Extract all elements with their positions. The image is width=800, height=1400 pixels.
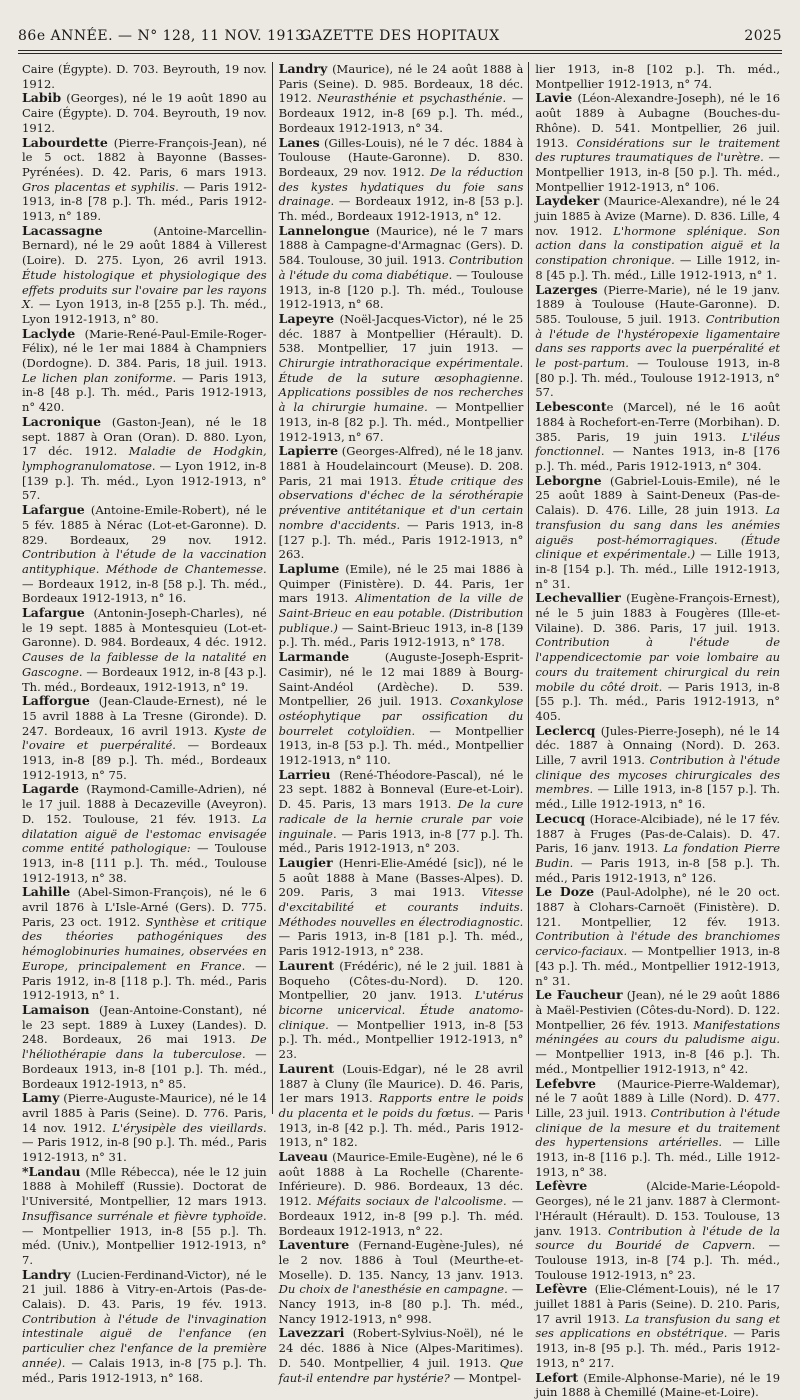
author-name: Laventure [278, 1237, 350, 1253]
thesis-entry [279, 1150, 524, 1238]
publication-details: — Bordeaux 1913, in-8 [89 p.]. Th. méd., Bordeaux 1912-1913, n° 75. [22, 738, 267, 782]
entry-details: (Jean), né le 29 août 1886 à Maël-Pestivien (Côtes-du-Nord). D. 122. Montpellier, 26 fév. 1913. [535, 988, 781, 1032]
entry-details: (René-Théodore-Pascal), né le 23 sept. 1882 à Bonneval (Eure-et-Loir). D. 45. Paris, 13 mars 1913. [278, 767, 524, 812]
thesis-entry [22, 885, 267, 1003]
author-name: Laclyde [22, 325, 76, 341]
thesis-entry [22, 503, 267, 606]
entry-details: (Emile-Alphonse-Marie), né le 19 juin 1888 à Chemillé (Maine-et-Loire). [535, 1370, 781, 1400]
page-number: 2025 [744, 28, 782, 44]
author-name: Le Faucheur [535, 987, 623, 1003]
thesis-title: L'iléus fonctionnel. [535, 429, 781, 459]
author-name: Lahille [22, 884, 71, 900]
author-name: Laugier [278, 854, 333, 870]
publication-details: — Toulouse 1913, in-8 [120 p.]. Th. méd., Toulouse 1912-1913, n° 68. [278, 267, 524, 312]
thesis-entry [279, 768, 524, 856]
thesis-entry [22, 1165, 267, 1268]
thesis-entry [279, 1062, 524, 1150]
publication-details: — Paris 1913, in-8 [58 p.]. Th. méd., Paris 1912-1913, n° 126. [535, 855, 781, 885]
thesis-title: La transfusion du sang et ses applications en obstétrique. [535, 1311, 781, 1341]
author-name: *Landau [22, 1163, 81, 1179]
entry-details: (Jules-Pierre-Joseph), né le 14 déc. 1887 à Onnaing (Nord). D. 263. Lille, 7 avril 1913. [535, 723, 781, 768]
author-name: Le Doze [535, 884, 595, 900]
author-name: Lamy [22, 1090, 60, 1106]
column-left [22, 62, 267, 1385]
thesis-title: L'hormone splénique. Son action dans la constipation aiguë et la constipation chronique. [535, 223, 781, 268]
entry-details: (Pierre-Marie), né le 19 janv. 1889 à Toulouse (Haute-Garonne). D. 585. Toulouse, 5 juil. 1913. [535, 282, 781, 326]
author-name: Lefort [535, 1369, 579, 1385]
thesis-title: De la cure radicale de la hernie crurale par voie inguinale. [278, 797, 524, 841]
entry-details: (Maurice), né le 24 août 1888 à Paris (Seine). D. 985. Bordeaux, 18 déc. 1912. [278, 62, 524, 106]
publication-details: — Toulouse 1913, in-8 [74 p.]. Th. méd., Toulouse 1912-1913, n° 23. [535, 1238, 781, 1282]
publication-details: — Toulouse 1913, in-8 [111 p.]. Th. méd., Toulouse 1912-1913, n° 38. [22, 841, 267, 885]
thesis-title: Contribution à l'étude de la source du Bouridé de Capvern. [535, 1223, 781, 1253]
thesis-title: Contribution à l'étude du coma diabétique. [278, 253, 524, 282]
author-name: Lafargue [22, 502, 85, 518]
publication-details: — Montpellier 1913, in-8 [43 p.]. Th. méd., Montpellier 1912-1913, n° 31. [535, 944, 781, 988]
entry-details: (Noël-Jacques-Victor), né le 25 déc. 1887 à Montpellier (Hérault). D. 538. Montpellier, 17 juin 1913. — [278, 311, 524, 356]
entry-details: lier 1913, in-8 [102 p.]. Th. méd., Montpellier 1912-1913, n° 74. [535, 62, 781, 91]
entry-details: (Abel-Simon-François), né le 6 avril 1876 à L'Isle-Arné (Gers). D. 775. Paris, 23 oct. 1912. [22, 885, 267, 929]
thesis-entry [22, 224, 267, 327]
entry-details: (Henri-Elie-Amédé [sic]), né le 5 août 1888 à Mane (Basses-Alpes). D. 209. Paris, 3 mai 1913. [278, 855, 524, 900]
page-header [18, 18, 782, 52]
thesis-entry [279, 1238, 524, 1326]
publication-details: — Montpellier 1913, in-8 [46 p.]. Th. méd., Montpellier 1912-1913, n° 42. [535, 1047, 781, 1076]
thesis-title: Neurasthénie et psychasthénie. [317, 91, 507, 106]
publication-details: — Paris 1913, in-8 [42 p.]. Th. méd., Paris 1912-1913, n° 182. [278, 1105, 524, 1150]
thesis-entry [535, 1077, 780, 1180]
thesis-title: La dilatation aiguë de l'estomac envisagée comme entité pathologique: [22, 811, 267, 856]
author-name: Lamaison [22, 1002, 90, 1017]
thesis-entry [535, 474, 780, 592]
publication-details: — Bordeaux 1912, in-8 [58 p.]. Th. méd., Bordeaux 1912-1913, n° 16. [22, 576, 267, 606]
thesis-title: Manifestations méningées au cours du paludisme aigu. [535, 1017, 781, 1047]
thesis-entry [535, 885, 780, 988]
publication-details: — Paris 1913, in-8 [181 p.]. Th. méd., Paris 1912-1913, n° 238. [278, 929, 524, 959]
author-name: Lavezzari [278, 1325, 345, 1341]
thesis-entry [22, 62, 267, 91]
thesis-title: L'érysipèle des vieillards. [112, 1120, 267, 1135]
publication-details: — Lille 1913, in-8 [154 p.]. Th. méd., Lille 1912-1913, n° 31. [535, 547, 781, 591]
thesis-entry [22, 694, 267, 782]
author-name: Lanes [278, 134, 320, 150]
thesis-entry [22, 782, 267, 885]
entry-details: (Antoine-Emile-Robert), né le 5 fév. 1885 à Nérac (Lot-et-Garonne). D. 829. Bordeaux, 29 nov. 1912. [22, 503, 267, 547]
thesis-title: Contribution à l'étude clinique de la mesure et du traitement des hypertensions artérielles. [535, 1105, 781, 1150]
entry-details: (Eugène-François-Ernest), né le 5 juin 1883 à Fougères (Ille-et-Vilaine). D. 386. Paris, 17 juil. 1913. [535, 591, 781, 635]
thesis-list [22, 61, 781, 1400]
thesis-entry [22, 136, 267, 224]
author-name: Lazerges [535, 281, 598, 297]
thesis-title: Rapports entre le poids du placenta et le poids du fœtus. [278, 1091, 524, 1120]
thesis-title: Contribution à l'étude de l'appendicectomie par voie lombaire au cours du traitement chirurgical du rein mobile du côté droit. [535, 635, 781, 694]
thesis-title: Contribution à l'étude de l'hystéropexie ligamentaire dans ses rapports avec la puerpéralité et le post-partum. [535, 311, 781, 371]
publication-details: — Bordeaux 1913, in-8 [101 p.]. Th. méd., Bordeaux 1912-1913, n° 85. [22, 1047, 267, 1091]
entry-details: (Jean-Antoine-Constant), né le 23 sept. 1889 à Luxey (Landes). D. 248. Bordeaux, 26 mai 1913. [22, 1003, 267, 1047]
entry-details: (Raymond-Camille-Adrien), né le 17 juil. 1888 à Decazeville (Aveyron). D. 152. Toulouse, 21 fév. 1913. [22, 782, 267, 826]
author-name: Lannelongue [278, 222, 370, 238]
publication-details: — Calais 1913, in-8 [75 p.]. Th. méd., Paris 1912-1913, n° 168. [22, 1355, 267, 1385]
thesis-entry [535, 283, 780, 401]
entry-details: (Pierre-François-Jean), né le 5 oct. 1882 à Bayonne (Basses-Pyrénées). D. 42. Paris, 6 mars 1913. [22, 135, 267, 179]
publication-details: — Nantes 1913, in-8 [176 p.]. Th. méd., Paris 1912-1913, n° 304. [535, 444, 781, 473]
author-name: Leborgne [535, 472, 602, 488]
thesis-title: Alimentation de la ville de Saint-Brieuc en eau potable. (Distribution publique.) [278, 591, 524, 635]
entry-details: (Paul-Adolphe), né le 20 oct. 1887 à Clohars-Carnoët (Finistère). D. 121. Montpellier, 12 fév. 1913. [535, 885, 781, 929]
publication-details: — Montpellier 1913, in-8 [82 p.]. Th. méd., Montpellier 1912-1913, n° 67. [278, 400, 524, 444]
thesis-title: Contribution à l'étude des branchiomes cervico-faciaux. [535, 929, 781, 959]
thesis-entry [535, 591, 780, 723]
publication-details: — Lille 1912, in-8 [45 p.]. Th. méd., Lille 1912-1913, n° 1. [535, 253, 781, 282]
author-name: Lebescont [535, 399, 607, 415]
author-name: Leclercq [535, 722, 596, 738]
entry-details: (Alcide-Marie-Léopold-Georges), né le 21 janv. 1887 à Clermont-l'Hérault (Hérault). D. 153. Toulouse, 13 janv. 1913. [535, 1179, 781, 1238]
thesis-entry [279, 650, 524, 768]
author-name: Labib [22, 90, 62, 106]
thesis-title: La transfusion du sang dans les anémies aiguës post-hémorragiques. (Étude clinique et expérimentale.) [535, 503, 781, 562]
thesis-title: Maladie de Hodgkin, lymphogranulomatose. [22, 444, 267, 473]
thesis-title: Le lichen plan zoniforme. [22, 370, 177, 385]
thesis-entry [22, 1003, 267, 1091]
publication-details: — Paris 1913, in-8 [77 p.]. Th. méd., Paris 1912-1913, n° 203. [278, 826, 524, 856]
thesis-entry [279, 312, 524, 444]
entry-details: (Maurice-Alexandre), né le 24 juin 1885 à Avize (Marne). D. 836. Lille, 4 nov. 1912. [535, 194, 781, 238]
author-name: Landry [22, 1266, 71, 1282]
entry-details: (Elie-Clément-Louis), né le 17 juillet 1881 à Paris (Seine). D. 210. Paris, 17 avril 1913. [535, 1282, 781, 1326]
publication-details: — Paris 1913, in-8 [55 p.]. Th. méd., Paris 1912-1913, n° 405. [535, 679, 781, 723]
publication-details: — Saint-Brieuc 1913, in-8 [139 p.]. Th. méd., Paris 1912-1913, n° 178. [278, 620, 524, 650]
thesis-entry [535, 62, 780, 91]
entry-details: (Gabriel-Louis-Emile), né le 25 août 1889 à Saint-Deneux (Pas-de-Calais). D. 476. Lille, 28 juin 1913. [535, 473, 781, 518]
entry-details: (Fernand-Eugène-Jules), né le 2 nov. 1886 à Toul (Meurthe-et-Moselle). D. 135. Nancy, 13 janv. 1913. [278, 1238, 524, 1282]
author-name: Laveau [278, 1149, 328, 1165]
author-name: Laydeker [535, 193, 600, 209]
thesis-entry [535, 812, 780, 886]
thesis-entry [279, 444, 524, 562]
thesis-entry [535, 1282, 780, 1370]
thesis-title: Méfaits sociaux de l'alcoolisme. [316, 1194, 507, 1209]
entry-details: (Maurice-Pierre-Waldemar), né le 7 août 1889 à Lille (Nord). D. 477. Lille, 23 juil. 1913. [535, 1076, 781, 1120]
publication-details: — Lille 1913, in-8 [116 p.]. Th. méd., Lille 1912-1913, n° 38. [535, 1135, 781, 1179]
thesis-title: Insuffisance surrénale et fièvre typhoïde. [22, 1208, 267, 1223]
journal-title: GAZETTE DES HOPITAUX [300, 28, 500, 44]
thesis-title: Du choix de l'anesthésie en campagne. [278, 1282, 508, 1297]
thesis-entry [535, 1179, 780, 1282]
author-name: Lagarde [22, 781, 80, 797]
entry-details: (Robert-Sylvius-Noël), né le 24 déc. 1886 à Nice (Alpes-Maritimes). D. 540. Montpellier, 4 juil. 1913. [278, 1326, 524, 1370]
entry-details: (Mlle Rébecca), née le 12 juin 1888 à Mohileff (Russie). Doctorat de l'Université, Montpellier, 12 mars 1913. [22, 1164, 267, 1209]
publication-details: — Bordeaux 1912, in-8 [69 p.]. Th. méd., Bordeaux 1912-1913, n° 34. [278, 91, 524, 135]
author-name: Lefèvre [535, 1281, 588, 1297]
column-right [528, 62, 781, 1400]
thesis-title: Considérations sur le traitement des ruptures traumatiques de l'urètre. [535, 135, 781, 165]
entry-details: (Emile), né le 25 mai 1886 à Quimper (Finistère). D. 44. Paris, 1er mars 1913. [278, 561, 524, 606]
publication-details: — Paris 1912, in-8 [118 p.]. Th. méd., Paris 1912-1913, n° 1. [22, 958, 267, 1003]
thesis-title: Vitesse d'excitabilité et courants induits. Méthodes nouvelles en électrodiagnostic. [278, 885, 524, 929]
entry-details: (Horace-Alcibiade), né le 17 fév. 1887 à Fruges (Pas-de-Calais). D. 47. Paris, 16 janv. 1913. [535, 811, 781, 856]
column-middle [272, 61, 524, 1385]
author-name: Lapierre [278, 443, 339, 459]
entry-details: e (Marcel), né le 16 août 1884 à Rochefort-en-Terre (Morbihan). D. 385. Paris, 19 juin 1913. [535, 400, 781, 444]
author-name: Lefèvre [535, 1178, 588, 1194]
thesis-title: L'utérus bicorne unicervical. Étude anatomo-clinique. [278, 988, 524, 1032]
author-name: Larmande [278, 649, 350, 665]
author-name: Laplume [278, 560, 340, 576]
publication-details: — Lyon 1912, in-8 [139 p.]. Th. méd., Lyon 1912-1913, n° 57. [22, 458, 267, 503]
header-rule [18, 50, 782, 51]
entry-details: (Antonin-Joseph-Charles), né le 19 sept. 1885 à Montesquieu (Lot-et-Garonne). D. 984. Bordeaux, 4 déc. 1912. [22, 606, 267, 650]
author-name: Lafargue [22, 605, 85, 621]
thesis-title: Contribution à l'étude de la vaccination antityphique. Méthode de Chantemesse. [22, 547, 267, 576]
publication-details: — Montpellier 1913, in-8 [53 p.]. Th. méd., Montpellier 1912-1913, n° 23. [278, 1017, 524, 1062]
publication-details: — Bordeaux 1912, in-8 [53 p.]. Th. méd., Bordeaux 1912-1913, n° 12. [278, 194, 524, 224]
author-name: Lefebvre [535, 1075, 596, 1091]
entry-details: (Léon-Alexandre-Joseph), né le 16 août 1889 à Aubagne (Bouches-du-Rhône). D. 541. Montpellier, 26 juil. 1913. [535, 91, 781, 150]
thesis-title: Chirurgie intrathoracique expérimentale. Étude de la suture œsophagienne. Applications possibles de nos recherches à la chirurgie humaine. [278, 356, 524, 415]
author-name: Labourdette [22, 134, 108, 150]
thesis-entry [22, 1268, 267, 1386]
publication-details: — Paris 1913, in-8 [48 p.]. Th. méd., Paris 1912-1913, n° 420. [22, 370, 267, 415]
thesis-entry [279, 562, 524, 650]
thesis-title: Contribution à l'étude clinique des mycoses chirurgicales des membres. [535, 753, 781, 797]
entry-details: (Maurice-Emile-Eugène), né le 6 août 1888 à La Rochelle (Charente-Inférieure). D. 986. Bordeaux, 13 déc. 1912. [278, 1150, 524, 1209]
thesis-entry [22, 327, 267, 415]
thesis-entry [22, 415, 267, 503]
publication-details: — Montpellier 1913, in-8 [50 p.]. Th. méd., Montpellier 1912-1913, n° 106. [535, 150, 781, 194]
entry-details: (Georges), né le 19 août 1890 au Caire (Égypte). D. 704. Beyrouth, 19 nov. 1912. [22, 91, 267, 135]
author-name: Lafforgue [22, 693, 90, 709]
thesis-entry [535, 194, 780, 282]
thesis-entry [279, 136, 524, 224]
thesis-title: Kyste de l'ovaire et puerpéralité. [22, 723, 267, 753]
thesis-title: Que faut-il entendre par hystérie? [278, 1355, 524, 1385]
entry-details: (Antoine-Marcellin-Bernard), né le 29 août 1884 à Villerest (Loire). D. 275. Lyon, 26 avril 1913. [22, 223, 267, 268]
publication-details: — Bordeaux 1912, in-8 [43 p.]. Th. méd., Bordeaux, 1912-1913, n° 19. [22, 664, 267, 694]
entry-details: (Jean-Claude-Ernest), né le 15 avril 1888 à La Tresne (Gironde). D. 247. Bordeaux, 16 avril 1913. [22, 694, 267, 738]
entry-details: (Maurice), né le 7 mars 1888 à Campagne-d'Armagnac (Gers). D. 584. Toulouse, 30 juil. 1913. [278, 223, 524, 268]
thesis-entry [279, 224, 524, 312]
thesis-title: Étude critique des observations d'échec de la sérothérapie préventive antitétanique et d'un certain nombre d'accidents. [278, 473, 524, 532]
author-name: Lechevallier [535, 590, 621, 606]
thesis-title: Coxankylose ostéophytique par ossification du bourrelet cotyloïdien. [278, 694, 524, 738]
author-name: Laurent [278, 957, 335, 973]
thesis-entry [22, 91, 267, 135]
thesis-entry [279, 1326, 524, 1385]
publication-details: — Lille 1913, in-8 [157 p.]. Th. méd., Lille 1912-1913, n° 16. [535, 782, 781, 812]
thesis-entry [279, 959, 524, 1062]
entry-details: (Frédéric), né le 2 juil. 1881 à Boqueho (Côtes-du-Nord). D. 120. Montpellier, 20 janv. 1913. [278, 958, 524, 1003]
entry-details: Caire (Égypte). D. 703. Beyrouth, 19 nov. 1912. [22, 62, 267, 91]
publication-details: — Montpellier 1913, in-8 [53 p.]. Th. méd., Montpellier 1912-1913, n° 110. [278, 723, 524, 768]
author-name: Lecucq [535, 810, 586, 826]
publication-details: — Paris 1913, in-8 [127 p.]. Th. méd., Paris 1912-1913, n° 263. [278, 517, 524, 562]
thesis-entry [279, 856, 524, 959]
issue-label: 86e ANNÉE. — N° 128, 11 NOV. 1913. [18, 28, 310, 44]
thesis-entry [535, 91, 780, 194]
thesis-entry [535, 724, 780, 812]
publication-details: — Paris 1912, in-8 [90 p.]. Th. méd., Paris 1912-1913, n° 31. [22, 1135, 267, 1165]
thesis-entry [535, 988, 780, 1076]
thesis-title: De l'héliothérapie dans la tuberculose. [22, 1032, 267, 1062]
publication-details: — Paris 1912-1913, in-8 [78 p.]. Th. méd., Paris 1912-1913, n° 189. [22, 179, 267, 224]
thesis-title: De la réduction des kystes hydatiques du foie sans drainage. [278, 164, 524, 209]
header-rule-thin [18, 53, 782, 54]
author-name: Lavie [535, 90, 573, 106]
thesis-entry [22, 1091, 267, 1165]
publication-details: — Montpellier 1913, in-8 [55 p.]. Th. méd. (Univ.), Montpellier 1912-1913, n° 7. [22, 1223, 267, 1267]
author-name: Landry [278, 61, 328, 76]
publication-details: — Montpel- [449, 1370, 522, 1385]
author-name: Larrieu [278, 766, 331, 782]
publication-details: — Toulouse 1913, in-8 [80 p.]. Th. méd., Toulouse 1912-1913, n° 57. [535, 356, 781, 400]
thesis-title: Causes de la faiblesse de la natalité en Gascogne. [22, 650, 267, 679]
publication-details: — Bordeaux 1912, in-8 [99 p.]. Th. méd. Bordeaux 1912-1913, n° 22. [278, 1194, 524, 1238]
author-name: Laurent [278, 1060, 335, 1076]
author-name: Lacronique [22, 413, 102, 429]
thesis-entry [22, 606, 267, 694]
thesis-title: Contribution à l'étude de l'invagination intestinale aiguë de l'enfance (en particulier chez l'enfance de la première année). [22, 1311, 267, 1370]
entry-details: (Pierre-Auguste-Maurice), né le 14 avril 1885 à Paris (Seine). D. 776. Paris, 14 nov. 1912. [22, 1091, 267, 1135]
publication-details: — Paris 1913, in-8 [95 p.]. Th. méd., Paris 1912-1913, n° 217. [535, 1326, 781, 1370]
thesis-title: La fondation Pierre Budin. [535, 841, 781, 870]
entry-details: (Georges-Alfred), né le 18 janv. 1881 à Houdelaincourt (Meuse). D. 208. Paris, 21 mai 1913. [278, 444, 524, 488]
entry-details: (Auguste-Joseph-Esprit-Casimir), né le 12 mai 1889 à Bourg-Saint-Andéol (Ardèche). D. 539. Montpellier, 26 juil. 1913. [278, 650, 524, 709]
thesis-title: Synthèse et critique des théories pathogéniques des hémoglobinuries humaines, observées en Europe, principalement en France. [22, 914, 267, 973]
thesis-title: Gros placentas et syphilis. [22, 179, 179, 194]
publication-details: — Nancy 1913, in-8 [80 p.]. Th. méd., Nancy 1912-1913, n° 998. [278, 1282, 524, 1326]
author-name: Lacassagne [22, 222, 103, 238]
thesis-entry [279, 62, 524, 136]
entry-details: (Gilles-Louis), né le 7 déc. 1884 à Toulouse (Haute-Garonne). D. 830. Bordeaux, 29 nov. 1912. [278, 135, 524, 179]
thesis-entry [535, 1371, 780, 1400]
thesis-title: Étude histologique et physiologique des effets produits sur l'ovaire par les rayons X. [22, 267, 267, 312]
publication-details: — Lyon 1913, in-8 [255 p.]. Th. méd., Lyon 1912-1913, n° 80. [22, 297, 267, 326]
entry-details: (Louis-Edgar), né le 28 avril 1887 à Cluny (île Maurice). D. 46. Paris, 1er mars 1913. [278, 1061, 524, 1106]
thesis-entry [535, 400, 780, 474]
author-name: Lapeyre [278, 310, 335, 326]
entry-details: (Marie-René-Paul-Emile-Roger-Félix), né le 1er mai 1884 à Champniers (Dordogne). D. 384. Paris, 18 juil. 1913. [22, 326, 267, 371]
entry-details: (Lucien-Ferdinand-Victor), né le 21 juil. 1886 à Vitry-en-Artois (Pas-de-Calais). D. 43. Paris, 19 fév. 1913. [22, 1267, 267, 1312]
entry-details: (Gaston-Jean), né le 18 sept. 1887 à Oran (Oran). D. 880. Lyon, 17 déc. 1912. [22, 414, 267, 459]
